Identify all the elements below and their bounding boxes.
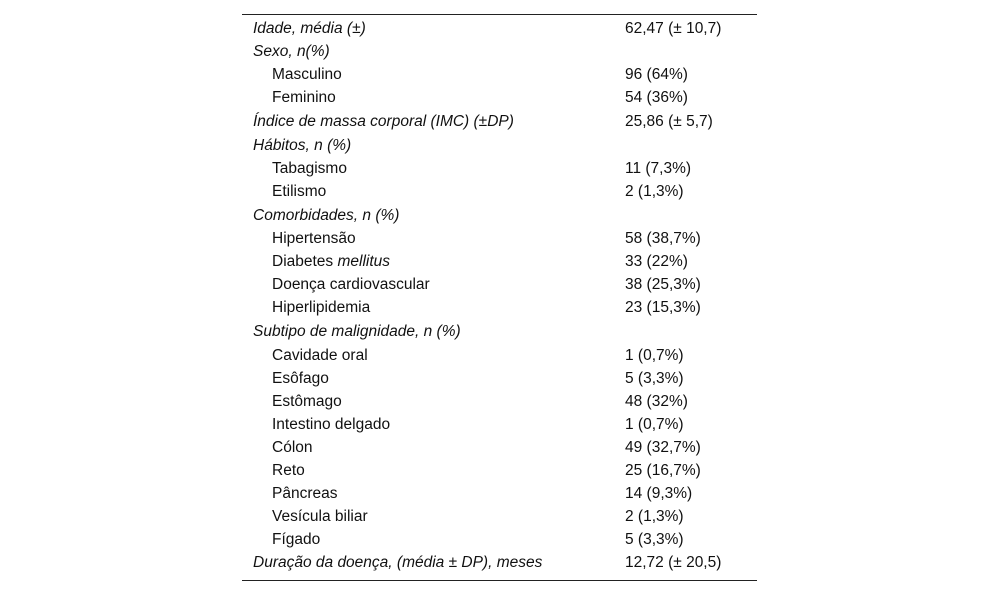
table-row	[242, 180, 757, 203]
row-label	[272, 250, 390, 273]
table-row	[242, 250, 757, 273]
row-value: 23 (15,3%)	[625, 299, 701, 316]
table-row	[242, 551, 757, 574]
row-label: Sexo, n(%)	[253, 43, 330, 60]
table-row	[242, 482, 757, 505]
table-row	[242, 459, 757, 482]
row-value: 96 (64%)	[625, 66, 688, 83]
table-row	[242, 134, 757, 157]
row-label: Intestino delgado	[272, 415, 391, 433]
row-label: Hábitos, n (%)	[253, 136, 352, 154]
row-label: Esôfago	[272, 369, 329, 387]
row-label: Cólon	[272, 438, 313, 456]
row-value: 11 (7,3%)	[625, 159, 692, 177]
row-label: Hipertensão	[272, 230, 356, 247]
table-row	[242, 203, 757, 228]
table-row	[242, 319, 757, 344]
table-row	[242, 390, 757, 413]
table-row	[242, 17, 757, 40]
row-label: Pâncreas	[272, 484, 338, 502]
row-value: 25,86 (± 5,7)	[625, 113, 713, 130]
demographics-table	[242, 14, 757, 581]
row-label: Feminino	[272, 89, 336, 106]
row-value: 48 (32%)	[625, 392, 688, 410]
row-label: Masculino	[272, 66, 342, 83]
table-row	[242, 367, 757, 390]
table-row	[242, 63, 757, 86]
row-value: 1 (0,7%)	[625, 346, 684, 364]
row-value: 49 (32,7%)	[625, 438, 701, 456]
table-row	[242, 296, 757, 319]
row-label: Idade, média (±)	[253, 20, 366, 37]
row-label: Doença cardiovascular	[272, 276, 430, 293]
row-label-italic: mellitus	[337, 253, 391, 270]
row-label: Comorbidades, n (%)	[253, 206, 400, 224]
table-row	[242, 40, 757, 63]
row-value: 5 (3,3%)	[625, 369, 684, 387]
row-value: 2 (1,3%)	[625, 507, 684, 525]
row-label: Índice de massa corporal (IMC) (±DP)	[253, 113, 514, 130]
row-value: 54 (36%)	[625, 89, 688, 106]
row-label: Reto	[272, 461, 305, 479]
row-label: Fígado	[272, 530, 321, 548]
row-value: 1 (0,7%)	[625, 415, 684, 433]
row-value: 25 (16,7%)	[625, 461, 701, 479]
row-value: 38 (25,3%)	[625, 276, 701, 293]
table-row	[242, 344, 757, 367]
table-row	[242, 273, 757, 296]
table-row	[242, 157, 757, 180]
row-value: 2 (1,3%)	[625, 182, 684, 200]
row-label: Hiperlipidemia	[272, 299, 371, 316]
table-row	[242, 436, 757, 459]
row-label: Vesícula biliar	[272, 507, 368, 525]
row-label: Tabagismo	[272, 159, 347, 177]
row-value: 5 (3,3%)	[625, 530, 684, 548]
table-row	[242, 413, 757, 436]
table-row	[242, 528, 757, 551]
row-label: Cavidade oral	[272, 346, 368, 364]
row-value: 14 (9,3%)	[625, 484, 693, 502]
row-label: Duração da doença, (média ± DP), meses	[253, 553, 543, 571]
row-label: Etilismo	[272, 182, 327, 200]
table-row	[242, 109, 757, 134]
row-label: Subtipo de malignidade, n (%)	[253, 323, 461, 340]
row-value: 12,72 (± 20,5)	[625, 553, 722, 571]
row-value: 58 (38,7%)	[625, 230, 701, 247]
table-row	[242, 86, 757, 109]
row-label-text: Diabetes	[272, 253, 334, 270]
row-value: 33 (22%)	[625, 253, 688, 270]
table-row	[242, 505, 757, 528]
table-row	[242, 227, 757, 250]
row-value: 62,47 (± 10,7)	[625, 20, 722, 37]
row-label: Estômago	[272, 392, 342, 410]
